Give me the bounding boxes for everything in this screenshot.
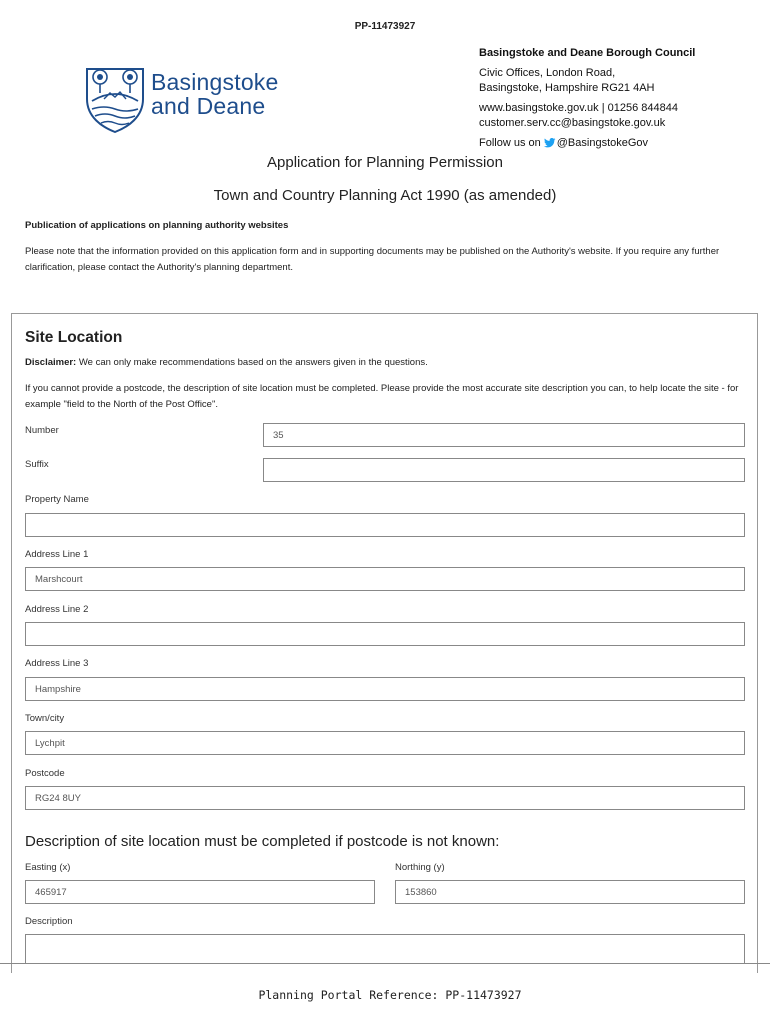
publication-text: Please note that the information provided on this application form and in supporting documents may be published on the Authority's website. If you require any further clarification, please contact the Authority's planning department. bbox=[25, 246, 720, 273]
twitter-bird-icon bbox=[544, 138, 556, 154]
coat-of-arms-icon bbox=[84, 63, 146, 133]
disclaimer bbox=[25, 355, 428, 371]
address-line-1-label: Address Line 1 bbox=[25, 549, 89, 560]
northing-field[interactable]: 153860 bbox=[395, 880, 745, 904]
address-line-3-label: Address Line 3 bbox=[25, 658, 89, 669]
suffix-field[interactable] bbox=[263, 458, 745, 482]
address-line-3-field[interactable]: Hampshire bbox=[25, 677, 745, 701]
number-label: Number bbox=[25, 425, 59, 436]
form-act: Town and Country Planning Act 1990 (as amended) bbox=[213, 187, 557, 204]
publication-heading: Publication of applications on planning authority websites bbox=[25, 220, 289, 231]
follow-us-label: Follow us on bbox=[479, 136, 541, 149]
postcode-note: If you cannot provide a postcode, the description of site location must be completed. Please provide the most accurate site description you can, to help locate the site - for example "field to the North of the Post Office". bbox=[25, 383, 739, 410]
address-line-2-label: Address Line 2 bbox=[25, 604, 89, 615]
suffix-label: Suffix bbox=[25, 459, 49, 470]
property-name-field[interactable] bbox=[25, 513, 745, 537]
council-email: customer.serv.cc@basingstoke.gov.uk bbox=[479, 117, 666, 129]
council-logo bbox=[84, 63, 294, 133]
property-name-label: Property Name bbox=[25, 494, 89, 505]
logo-line-2: and Deane bbox=[151, 93, 266, 119]
footer-divider bbox=[0, 963, 770, 964]
address-line-2-field[interactable] bbox=[25, 622, 745, 646]
town-city-label: Town/city bbox=[25, 713, 65, 724]
disclaimer-label: Disclaimer: bbox=[25, 357, 77, 368]
footer-reference: Planning Portal Reference: PP-11473927 bbox=[258, 988, 522, 1002]
postcode-field[interactable]: RG24 8UY bbox=[25, 786, 745, 810]
town-city-field[interactable]: Lychpit bbox=[25, 731, 745, 755]
council-web-phone: www.basingstoke.gov.uk | 01256 844844 bbox=[479, 101, 678, 114]
description-label: Description bbox=[25, 916, 73, 927]
council-address-line-1: Civic Offices, London Road, bbox=[479, 66, 616, 79]
logo-line-1: Basingstoke bbox=[151, 69, 279, 95]
easting-field[interactable]: 465917 bbox=[25, 880, 375, 904]
easting-label: Easting (x) bbox=[25, 862, 71, 873]
postcode-label: Postcode bbox=[25, 768, 65, 779]
twitter-handle[interactable]: @BasingstokeGov bbox=[556, 136, 649, 149]
description-field[interactable] bbox=[25, 934, 745, 963]
council-contact bbox=[479, 46, 695, 153]
follow-us-line bbox=[479, 136, 695, 154]
description-section-title: Description of site location must be completed if postcode is not known: bbox=[25, 833, 500, 850]
council-address-line-2: Basingstoke, Hampshire RG21 4AH bbox=[479, 82, 655, 94]
northing-label: Northing (y) bbox=[395, 862, 445, 873]
council-name: Basingstoke and Deane Borough Council bbox=[479, 47, 696, 59]
disclaimer-text: We can only make recommendations based on the answers given in the questions. bbox=[76, 357, 428, 368]
number-field[interactable]: 35 bbox=[263, 423, 745, 447]
form-title: Application for Planning Permission bbox=[267, 154, 503, 171]
site-location-title: Site Location bbox=[25, 329, 123, 346]
address-line-1-field[interactable]: Marshcourt bbox=[25, 567, 745, 591]
top-reference: PP-11473927 bbox=[354, 21, 416, 32]
